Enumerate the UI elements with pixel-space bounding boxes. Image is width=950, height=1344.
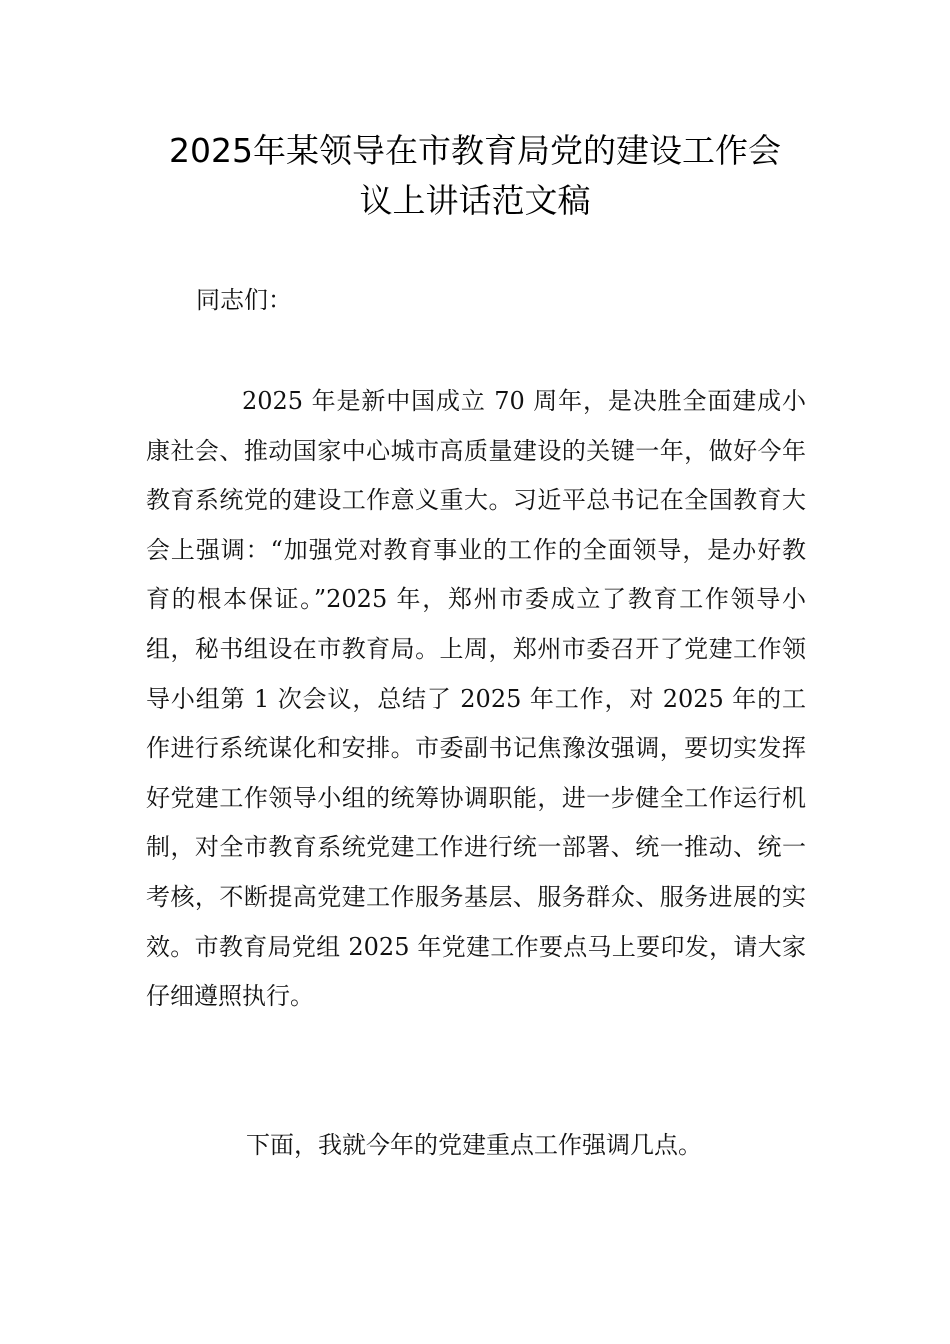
body-paragraph: 2025 年是新中国成立 70 周年，是决胜全面建成小康社会、推动国家中心城市高质量建设的关键一年，做好今年教育系统党的建设工作意义重大。习近平总书记在全国教育大会上强调：“加强党对教育事业的工作的全面领导，是办好教育的根本保证。”2025 年，郑州市委成立了教育工作领导小组，秘书组设在市教育局。上周，郑州市委召开了党建工作领导小组第 1 次会议，总结了 2025 年工作，对 2025 年的工作进行系统谋化和安排。市委副书记焦豫汝强调，要切实发挥好党建工作领导小组的统筹协调职能，进一步健全工作运行机制，对全市教育系统党建工作进行统一部署、统一推动、统一考核，不断提高党建工作服务基层、服务群众、服务进展的实效。市教育局党组 2025 年党建工作要点马上要印发，请大家仔细遵照执行。 (146, 387, 806, 1011)
document-title-line-1: 2025年某领导在市教育局党的建设工作会 (169, 131, 781, 170)
document-title (0, 126, 950, 226)
salutation: 同志们： (196, 286, 292, 314)
closing-sentence: 下面，我就今年的党建重点工作强调几点。 (246, 1131, 702, 1159)
document-title-line-2: 议上讲话范文稿 (359, 181, 591, 220)
